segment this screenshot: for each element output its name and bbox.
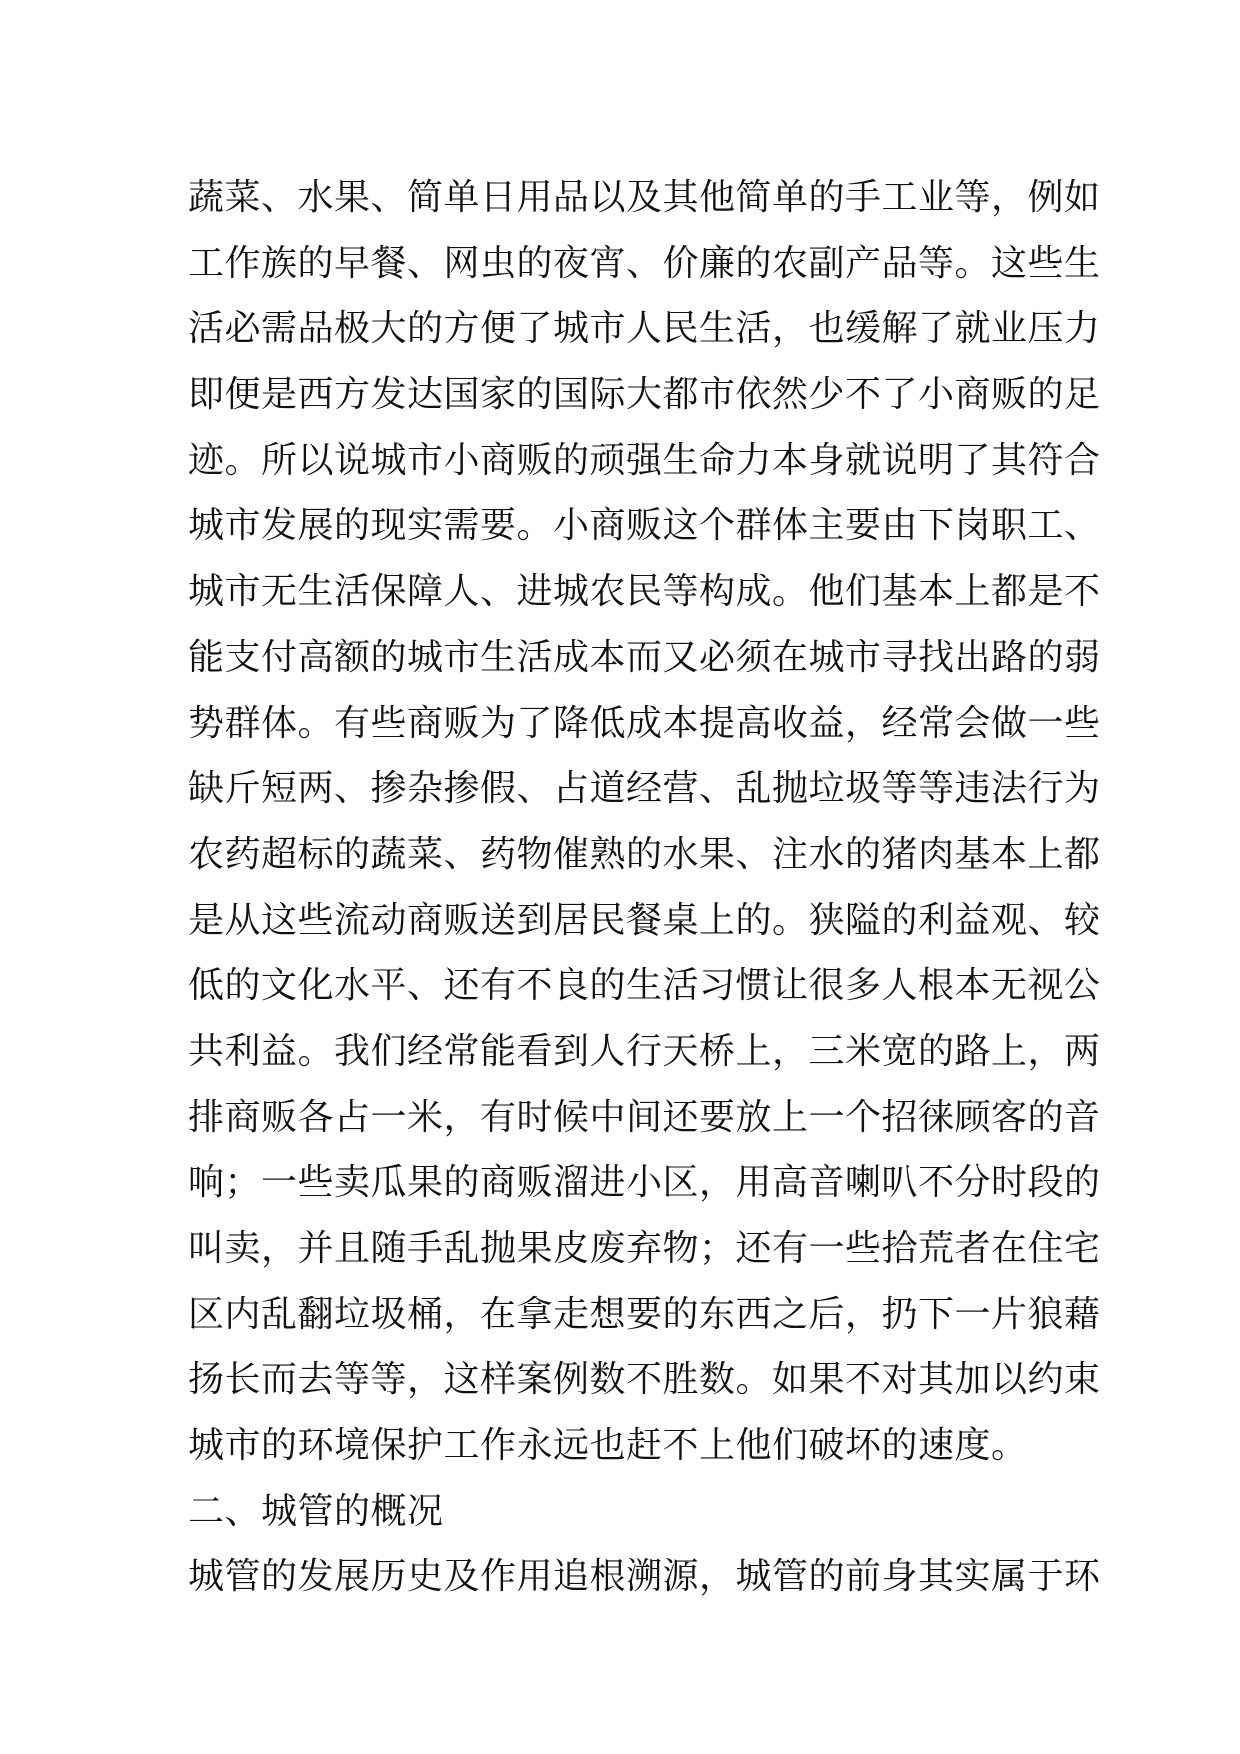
text-line: 低的文化水平、还有不良的生活习惯让很多人根本无视公 <box>188 965 1101 1007</box>
body-text <box>188 165 1101 1610</box>
text-line: 城市的环境保护工作永远也赶不上他们破坏的速度。 <box>188 1425 1028 1467</box>
text-line: 迹。所以说城市小商贩的顽强生命力本身就说明了其符合 <box>188 439 1101 481</box>
text-line: 区内乱翻垃圾桶，在拿走想要的东西之后，扔下一片狼藉 <box>188 1293 1101 1335</box>
text-line: 缺斤短两、掺杂掺假、占道经营、乱抛垃圾等等违法行为 <box>188 768 1101 810</box>
text-line: 势群体。有些商贩为了降低成本提高收益，经常会做一些 <box>188 702 1101 744</box>
text-line: 农药超标的蔬菜、药物催熟的水果、注水的猪肉基本上都 <box>188 833 1101 875</box>
text-line: 工作族的早餐、网虫的夜宵、价廉的农副产品等。这些生 <box>188 242 1101 284</box>
text-line: 城市无生活保障人、进城农民等构成。他们基本上都是不 <box>188 571 1101 613</box>
text-line: 城市发展的现实需要。小商贩这个群体主要由下岗职工、 <box>188 505 1101 547</box>
text-line: 蔬菜、水果、简单日用品以及其他简单的手工业等，例如 <box>188 177 1101 218</box>
section-heading: 二、城管的概况 <box>188 1490 444 1532</box>
text-line: 即便是西方发达国家的国际大都市依然少不了小商贩的足 <box>188 374 1101 416</box>
text-line: 活必需品极大的方便了城市人民生活，也缓解了就业压力 <box>188 308 1101 350</box>
text-line: 是从这些流动商贩送到居民餐桌上的。狭隘的利益观、较 <box>188 899 1101 941</box>
text-line: 响；一些卖瓜果的商贩溜进小区，用高音喇叭不分时段的 <box>188 1162 1101 1204</box>
text-line: 城管的发展历史及作用追根溯源，城管的前身其实属于环 <box>188 1556 1101 1598</box>
text-line: 共利益。我们经常能看到人行天桥上，三米宽的路上，两 <box>188 1030 1101 1072</box>
text-line: 扬长而去等等，这样案例数不胜数。如果不对其加以约束 <box>188 1359 1101 1401</box>
text-line: 叫卖，并且随手乱抛果皮废弃物；还有一些拾荒者在住宅 <box>188 1228 1101 1269</box>
text-line: 能支付高额的城市生活成本而又必须在城市寻找出路的弱 <box>188 636 1101 678</box>
text-line: 排商贩各占一米，有时候中间还要放上一个招徕顾客的音 <box>188 1096 1101 1138</box>
